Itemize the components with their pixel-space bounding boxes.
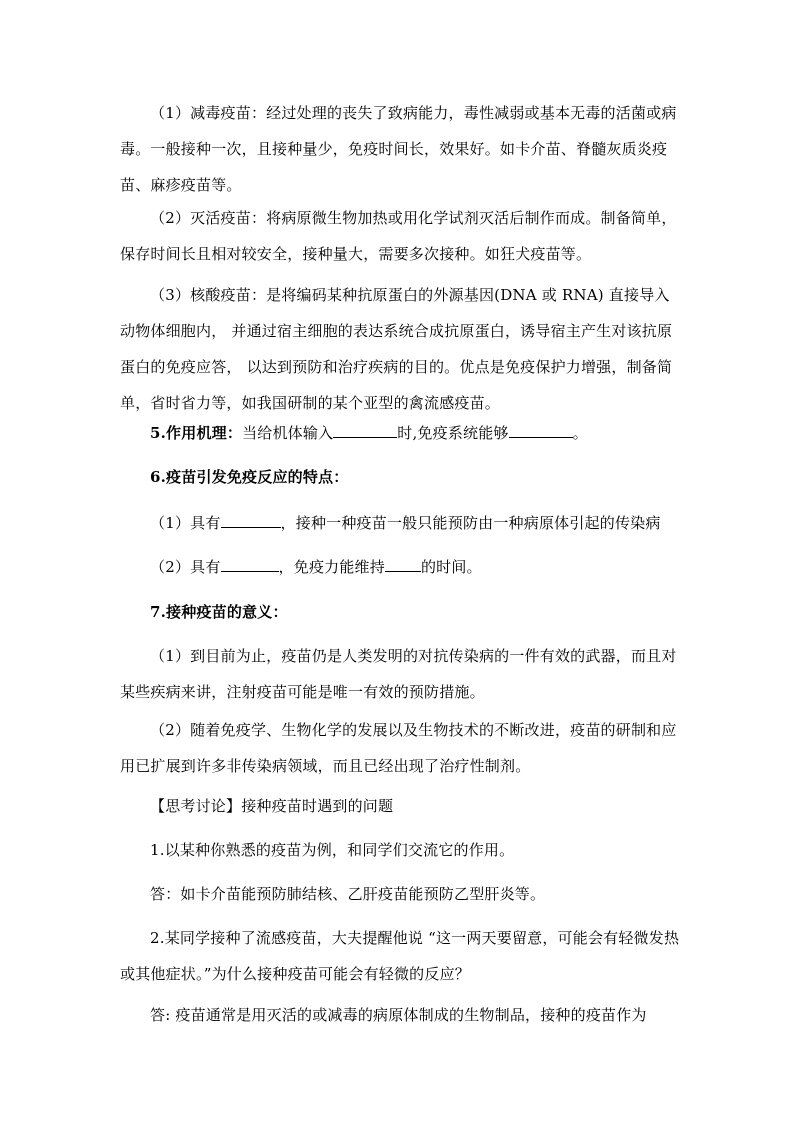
section7-item1: （1）到目前为止，疫苗仍是人类发明的对抗传染病的一件有效的武器，而且对某些疾病来讲，注射疫苗可能是唯一有效的预防措施。 (120, 647, 677, 701)
discussion-title: 【思考讨论】接种疫苗时遇到的问题 (150, 797, 394, 815)
discussion-question-2: 2.某同学接种了流感疫苗，大夫提醒他说 “这一两天要留意，可能会有轻微发热或其他症状。”为什么接种疫苗可能会有轻微的反应？ (120, 929, 680, 983)
paragraph-inactivated-vaccine: （2）灭活疫苗：将病原微生物加热或用化学试剂灭活后制作而成。制备简单，保存时间长且相对较安全，接种量大，需要多次接种。如狂犬疫苗等。 (120, 209, 677, 263)
section6-item2-text-c: 的时间。 (420, 558, 482, 576)
fill-blank-5b[interactable] (509, 423, 573, 438)
discussion-question-1: 1.以某种你熟悉的疫苗为例，和同学们交流它的作用。 (150, 841, 515, 859)
fill-blank-6a[interactable] (221, 513, 281, 528)
section6-item1-text-a: （1）具有 (150, 514, 221, 532)
section5-text-2: 时,免疫系统能够 (397, 424, 509, 442)
paragraph-nucleic-acid-vaccine: （3）核酸疫苗：是将编码某种抗原蛋白的外源基因(DNA 或 RNA) 直接导入动物体细胞内， 并通过宿主细胞的表达系统合成抗原蛋白，诱导宿主产生对该抗原蛋白的免疫应答， 以达到预防和治疗疾病的目的。优点是免疫保护力增强，制备简单，省时省力等，如我国研制的某个亚型的禽流感疫苗。 (120, 286, 673, 412)
section6-item2 (120, 549, 680, 585)
fill-blank-6c[interactable] (385, 557, 421, 572)
section6-item2-text-a: （2）具有 (150, 558, 221, 576)
section6-item2-text-b: ，免疫力能维持 (278, 558, 385, 576)
section5-mechanism (120, 415, 680, 451)
fill-blank-5a[interactable] (333, 423, 397, 438)
section6-heading: 6.疫苗引发免疫反应的特点： (150, 468, 349, 486)
fill-blank-6b[interactable] (221, 557, 279, 572)
discussion-answer-2: 答: 疫苗通常是用灭活的或减毒的病原体制成的生物制品，接种的疫苗作为 (150, 1006, 647, 1024)
section5-text-3: 。 (572, 424, 588, 442)
section5-text-1: 当给机体输入 (242, 424, 334, 442)
section6-item1-text-b: ，接种一种疫苗一般只能预防由一种病原体引起的传染病 (280, 514, 661, 532)
section5-heading: 5.作用机理： (150, 424, 243, 442)
discussion-answer-1: 答：如卡介苗能预防肺结核、乙肝疫苗能预防乙型肝炎等。 (150, 885, 546, 903)
section6-item1 (120, 505, 720, 541)
paragraph-attenuated-vaccine: （1）减毒疫苗：经过处理的丧失了致病能力，毒性减弱或基本无毒的活菌或病毒。一般接种一次，且接种量少，免疫时间长，效果好。如卡介苗、脊髓灰质炎疫苗、麻疹疫苗等。 (120, 104, 677, 194)
section7-item2: （2）随着免疫学、生物化学的发展以及生物技术的不断改进，疫苗的研制和应用已扩展到许多非传染病领域，而且已经出现了治疗性制剂。 (120, 721, 677, 775)
section7-heading: 7.接种疫苗的意义： (150, 603, 288, 621)
